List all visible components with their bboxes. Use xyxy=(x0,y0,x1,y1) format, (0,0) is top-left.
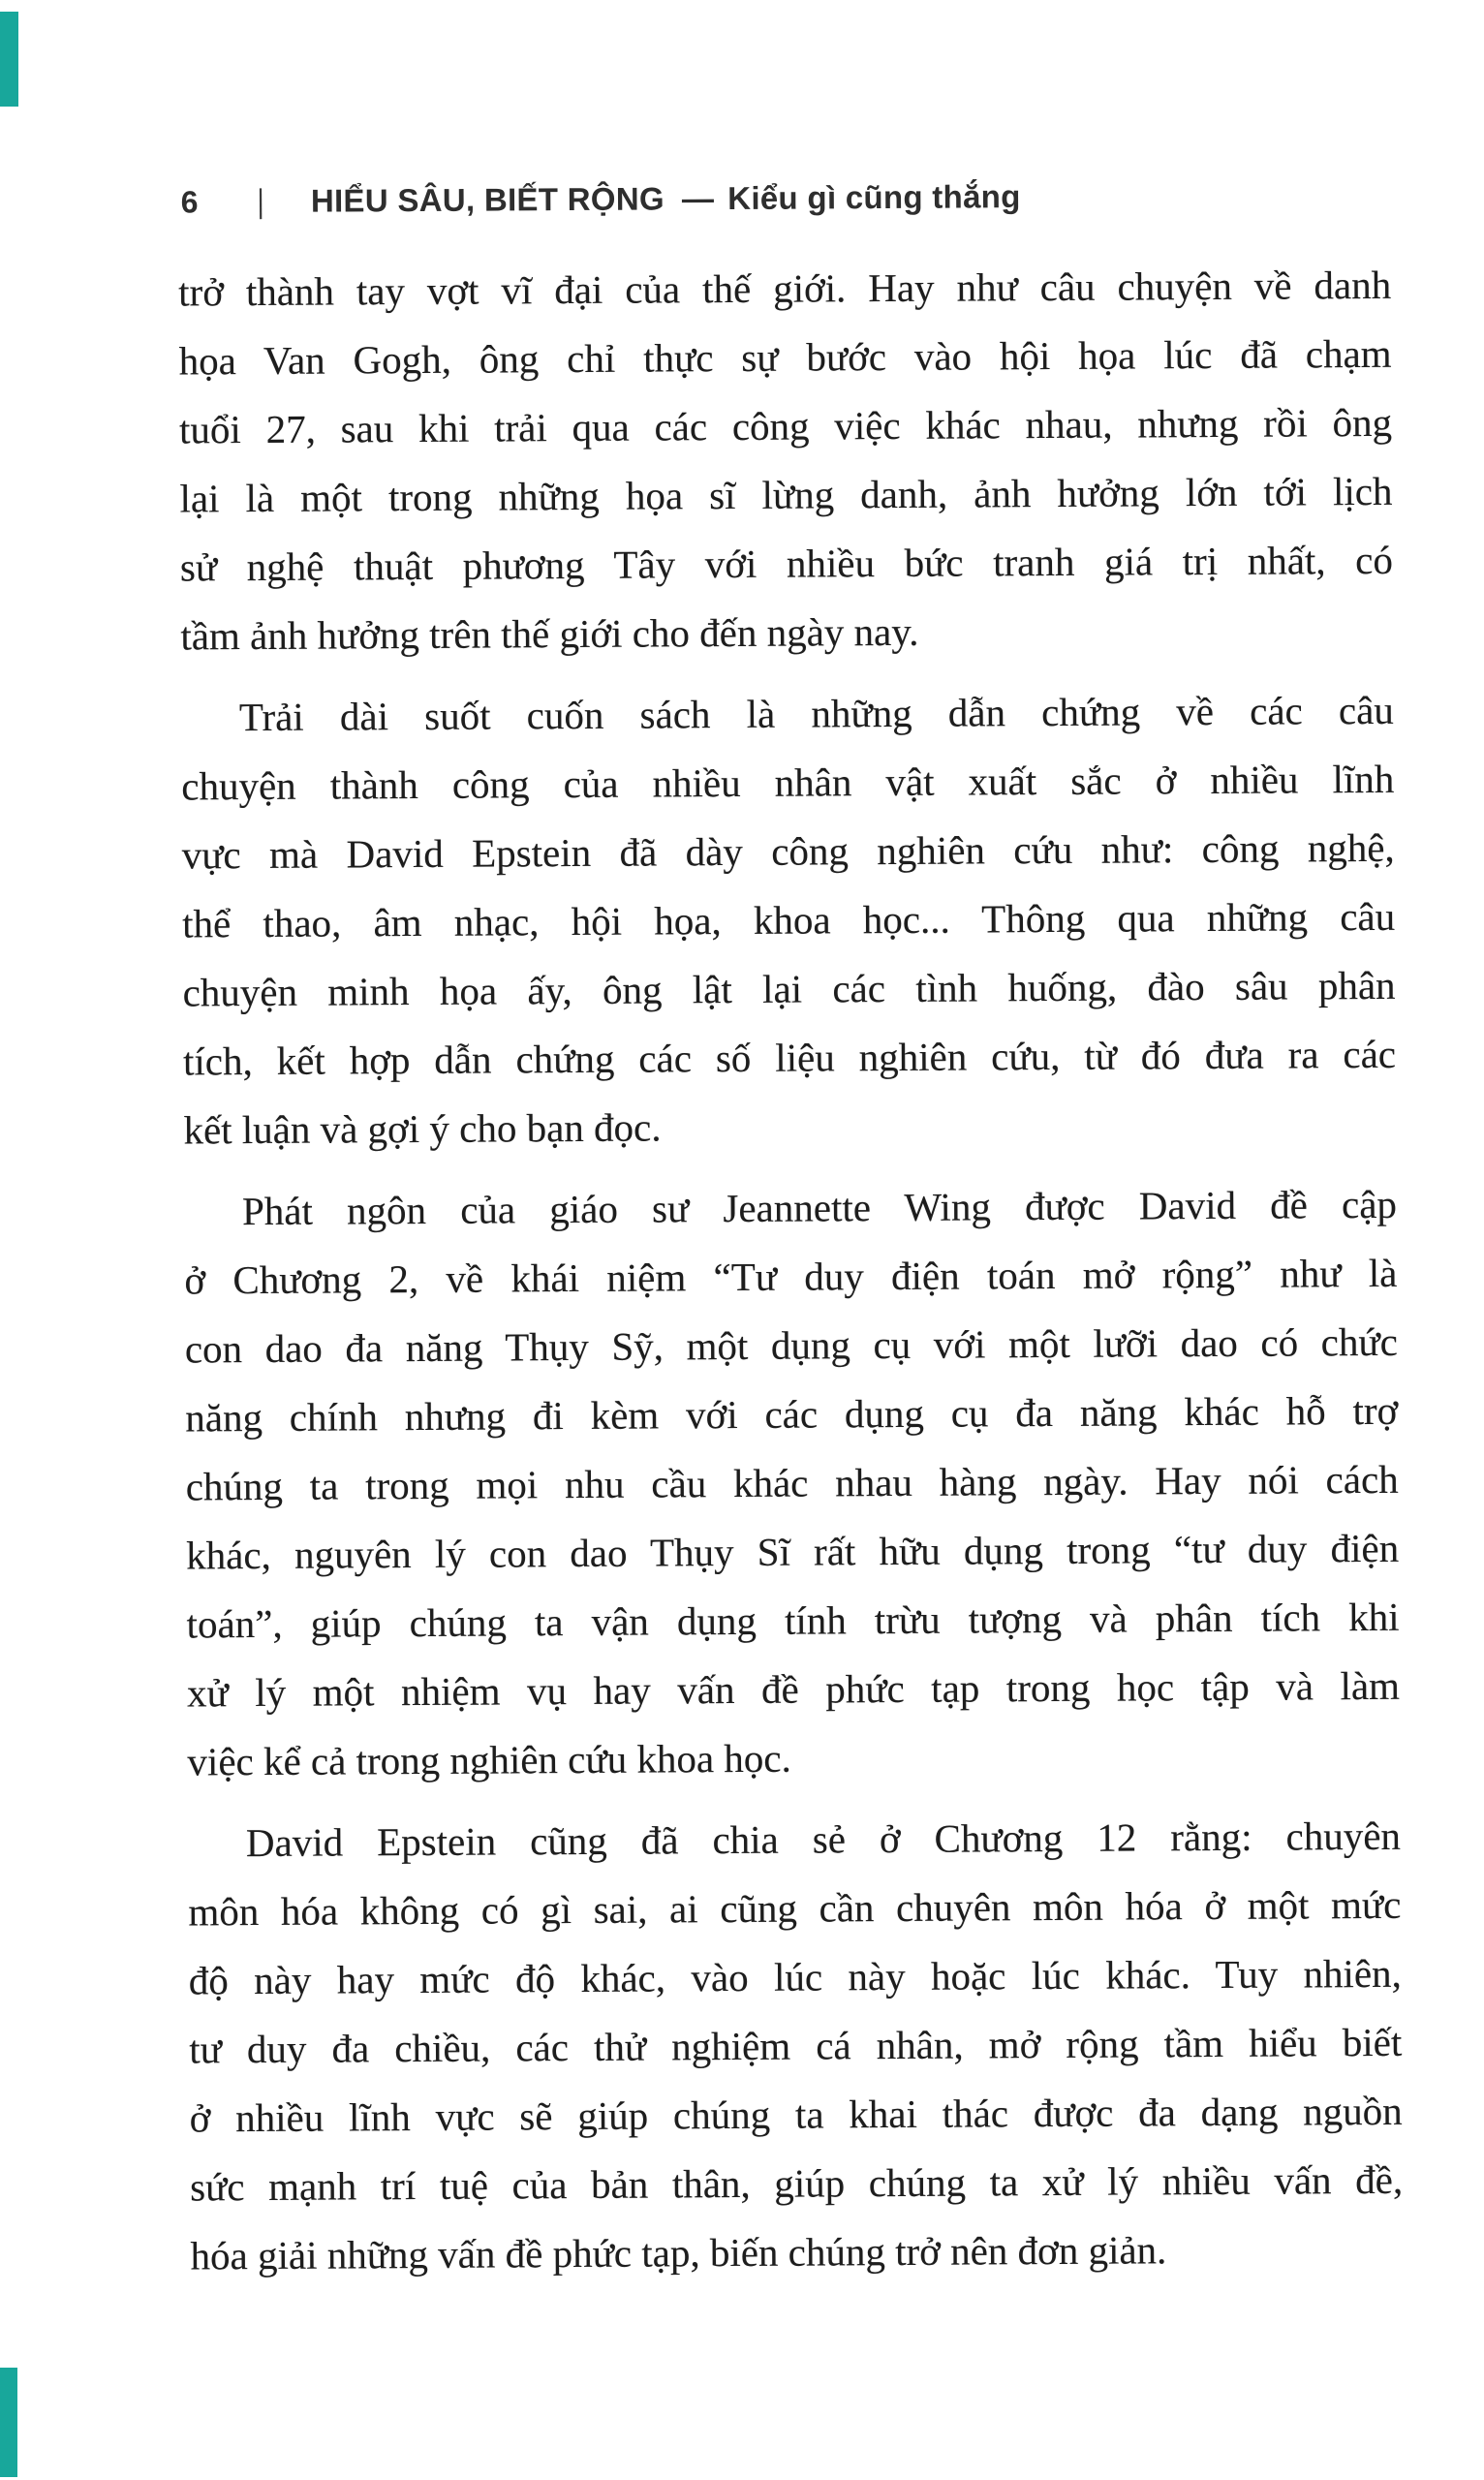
page-number: 6 xyxy=(180,184,199,220)
book-title: HIỂU SÂU, BIẾT RỘNG xyxy=(310,180,665,219)
text-line: xử lý một nhiệm vụ hay vấn đề phức tạp trong học tập và làm xyxy=(186,1662,1401,1716)
text-line: chuyện thành công của nhiều nhân vật xuất sắc ở nhiều lĩnh xyxy=(181,756,1395,809)
text-line: sử nghệ thuật phương Tây với nhiều bức tranh giá trị nhất, có xyxy=(179,537,1394,590)
paragraph xyxy=(184,1170,1401,1797)
text-line: độ này hay mức độ khác, vào lúc này hoặc lúc khác. Tuy nhiên, xyxy=(188,1950,1402,2003)
text-line: ở Chương 2, về khái niệm “Tư duy điện toán mở rộng” như là xyxy=(184,1250,1398,1303)
text-line: tầm ảnh hưởng trên thế giới cho đến ngày nay. xyxy=(180,608,919,659)
text-line: ở nhiều lĩnh vực sẽ giúp chúng ta khai thác được đa dạng nguồn xyxy=(189,2088,1403,2141)
text-line: hóa giải những vấn đề phức tạp, biến chúng trở nên đơn giản. xyxy=(190,2227,1167,2278)
text-line: trở thành tay vợt vĩ đại của thế giới. Hay như câu chuyện về danh xyxy=(178,262,1392,315)
text-line: toán”, giúp chúng ta vận dụng tính trừu tượng và phân tích khi xyxy=(186,1594,1400,1647)
paragraph xyxy=(178,251,1394,671)
text-line: Trải dài suốt cuốn sách là những dẫn chứng về các câu xyxy=(238,687,1394,740)
text-line: tư duy đa chiều, các thử nghiệm cá nhân, mở rộng tầm hiểu biết xyxy=(189,2019,1403,2072)
text-line: họa Van Gogh, ông chỉ thực sự bước vào hội họa lúc đã chạm xyxy=(178,330,1392,384)
paragraph xyxy=(181,676,1397,1165)
running-header xyxy=(181,178,1021,221)
book-subtitle: Kiểu gì cũng thắng xyxy=(727,178,1021,217)
text-line: sức mạnh trí tuệ của bản thân, giúp chúng ta xử lý nhiều vấn đề, xyxy=(190,2156,1404,2210)
text-line: thể thao, âm nhạc, hội họa, khoa học... Thông qua những câu xyxy=(182,893,1396,946)
header-dash: — xyxy=(681,180,715,217)
text-line: chúng ta trong mọi nhu cầu khác nhau hàng ngày. Hay nói cách xyxy=(185,1456,1399,1509)
text-line: con dao đa năng Thụy Sỹ, một dụng cụ với một lưỡi dao có chức xyxy=(184,1318,1398,1372)
text-line: khác, nguyên lý con dao Thụy Sĩ rất hữu dụng trong “tư duy điện xyxy=(186,1525,1400,1578)
text-line: năng chính nhưng đi kèm với các dụng cụ đa năng khác hỗ trợ xyxy=(185,1387,1399,1441)
text-line: lại là một trong những họa sĩ lừng danh, ảnh hưởng lớn tới lịch xyxy=(179,468,1393,521)
text-line: kết luận và gợi ý cho bạn đọc. xyxy=(183,1104,662,1153)
header-separator: | xyxy=(257,182,265,220)
text-line: tuổi 27, sau khi trải qua các công việc khác nhau, nhưng rồi ông xyxy=(178,399,1393,452)
page-body xyxy=(178,251,1404,2291)
text-line: David Epstein cũng đã chia sẻ ở Chương 12 rằng: chuyên xyxy=(245,1813,1402,1866)
text-line: môn hóa không có gì sai, ai cũng cần chuyên môn hóa ở một mức xyxy=(188,1881,1402,1935)
text-line: chuyện minh họa ấy, ông lật lại các tình huống, đào sâu phân xyxy=(182,962,1396,1015)
paragraph xyxy=(188,1802,1404,2291)
text-line: vực mà David Epstein đã dày công nghiên cứu như: công nghệ, xyxy=(181,824,1395,878)
text-line: tích, kết hợp dẫn chứng các số liệu nghiên cứu, từ đó đưa ra các xyxy=(182,1031,1397,1084)
text-line: Phát ngôn của giáo sư Jeannette Wing được David đề cập xyxy=(241,1181,1398,1234)
text-line: việc kể cả trong nghiên cứu khoa học. xyxy=(187,1735,791,1784)
